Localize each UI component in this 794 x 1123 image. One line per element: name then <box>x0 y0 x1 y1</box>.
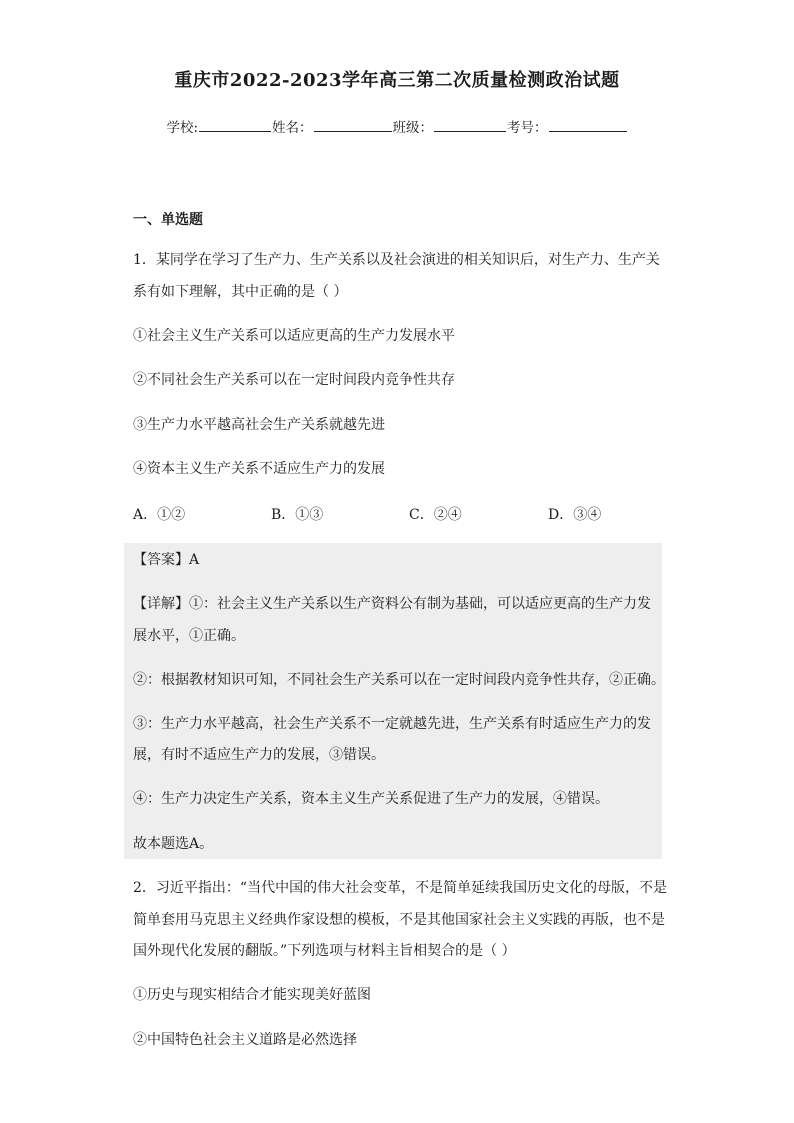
q2-stem-line2: 简单套用马克思主义经典作家设想的模板，不是其他国家社会主义实践的再版，也不是 <box>133 912 665 928</box>
q2-item-1: ①历史与现实相结合才能实现美好蓝图 <box>133 987 371 1003</box>
q1-analysis-line6: ④：生产力决定生产关系，资本主义生产关系促进了生产力的发展，④错误。 <box>133 791 609 807</box>
q2-item-2: ②中国特色社会主义道路是必然选择 <box>133 1032 357 1048</box>
school-label: 学校: <box>166 120 199 136</box>
exam-number-blank[interactable] <box>549 117 627 132</box>
class-field <box>393 116 508 136</box>
q1-item-2: ②不同社会生产关系可以在一定时间段内竞争性共存 <box>133 372 455 388</box>
student-info-row <box>0 116 794 136</box>
q2-stem-line3: 国外现代化发展的翻版。”下列选项与材料主旨相契合的是（ ） <box>133 943 516 959</box>
q1-analysis-line4: ③：生产力水平越高，社会生产关系不一定就越先进，生产关系有时适应生产力的发 <box>133 716 651 732</box>
q1-option-a: A．①② <box>133 507 186 523</box>
q1-item-4: ④资本主义生产关系不适应生产力的发展 <box>133 461 385 477</box>
q1-item-1: ①社会主义生产关系可以适应更高的生产力发展水平 <box>133 328 455 344</box>
q1-answer: 【答案】A <box>133 552 200 568</box>
name-field <box>272 116 393 136</box>
q1-analysis-line1: 【详解】①：社会主义生产关系以生产资料公有制为基础，可以适应更高的生产力发 <box>133 596 651 612</box>
q1-analysis-line5: 展，有时不适应生产力的发展，③错误。 <box>133 747 385 763</box>
q1-analysis-line7: 故本题选A。 <box>133 836 214 852</box>
school-field <box>166 116 272 136</box>
name-label: 姓名： <box>272 120 313 136</box>
section-title: 一、单选题 <box>133 212 203 228</box>
q1-item-3: ③生产力水平越高社会生产关系就越先进 <box>133 417 385 433</box>
exam-title: 重庆市2022-2023学年高三第二次质量检测政治试题 <box>174 70 620 91</box>
school-blank[interactable] <box>199 117 271 132</box>
q1-option-b: B．①③ <box>271 507 324 523</box>
exam-number-field <box>507 116 628 136</box>
q1-analysis-line2: 展水平，①正确。 <box>133 628 245 644</box>
q1-option-d: D．③④ <box>548 507 602 523</box>
q1-stem-line2: 系有如下理解，其中正确的是（ ） <box>133 284 348 300</box>
name-blank[interactable] <box>314 117 392 132</box>
q1-analysis-line3: ②：根据教材知识可知，不同社会生产关系可以在一定时间段内竞争性共存，②正确。 <box>133 672 665 688</box>
q1-option-c: C．②④ <box>409 507 462 523</box>
q2-stem-line1: 2．习近平指出：“当代中国的伟大社会变革，不是简单延续我国历史文化的母版，不是 <box>133 880 668 896</box>
q1-stem-line1: 1．某同学在学习了生产力、生产关系以及社会演进的相关知识后，对生产力、生产关 <box>133 252 660 268</box>
class-label: 班级： <box>392 120 434 136</box>
exam-number-label: 考号： <box>507 120 548 136</box>
q1-answer-box <box>124 543 662 859</box>
class-blank[interactable] <box>434 117 506 132</box>
